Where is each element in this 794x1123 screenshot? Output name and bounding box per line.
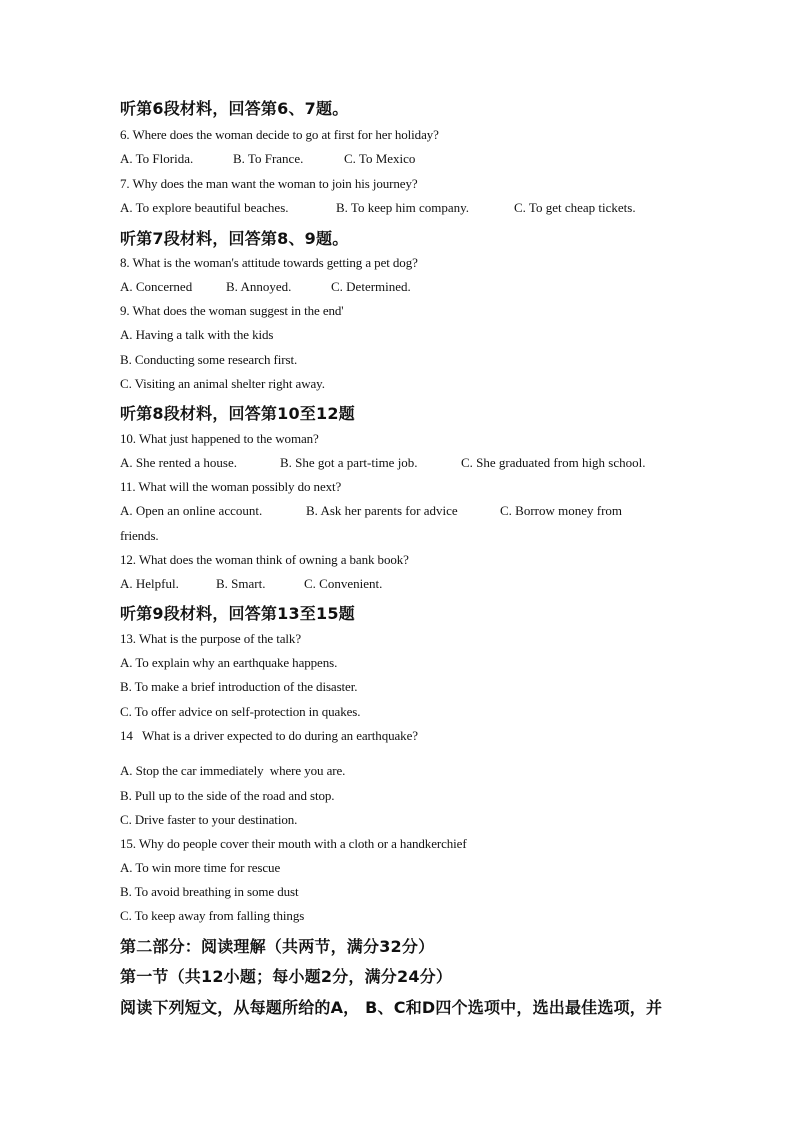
q8-option-a: A. Concerned <box>120 279 193 294</box>
section-8-header: 听第8段材料，回答第10至12题 <box>120 404 355 423</box>
q14-option-a: A. Stop the car immediately where you are. <box>120 763 346 778</box>
q8-option-c: C. Determined. <box>331 279 411 294</box>
question-7: 7. Why does the man want the woman to join his journey? <box>120 176 418 191</box>
q7-option-c: C. To get cheap tickets. <box>514 200 636 215</box>
question-9: 9. What does the woman suggest in the end' <box>120 303 344 318</box>
reading-instruction: 阅读下列短文，从每题所给的A， B、C和D四个选项中，选出最佳选项，并 <box>120 998 663 1017</box>
q6-option-c: C. To Mexico <box>344 151 416 166</box>
q6-option-a: A. To Florida. <box>120 151 194 166</box>
q14-option-c: C. Drive faster to your destination. <box>120 812 298 827</box>
q10-option-c: C. She graduated from high school. <box>461 455 646 470</box>
question-14: 14 What is a driver expected to do during an earthquake? <box>120 728 418 743</box>
question-11: 11. What will the woman possibly do next? <box>120 479 342 494</box>
question-13: 13. What is the purpose of the talk? <box>120 631 302 646</box>
q15-option-a: A. To win more time for rescue <box>120 860 281 875</box>
q12-option-a: A. Helpful. <box>120 576 179 591</box>
q11-option-c-continued: friends. <box>120 528 159 543</box>
q12-option-c: C. Convenient. <box>304 576 383 591</box>
question-8: 8. What is the woman's attitude towards getting a pet dog? <box>120 255 418 270</box>
question-12: 12. What does the woman think of owning a bank book? <box>120 552 409 567</box>
q11-option-b: B. Ask her parents for advice <box>306 503 458 518</box>
q7-option-a: A. To explore beautiful beaches. <box>120 200 289 215</box>
q7-option-b: B. To keep him company. <box>336 200 470 215</box>
section-7-header: 听第7段材料，回答第8、9题。 <box>120 229 349 248</box>
q9-option-c: C. Visiting an animal shelter right away. <box>120 376 325 391</box>
q13-option-a: A. To explain why an earthquake happens. <box>120 655 338 670</box>
q12-option-b: B. Smart. <box>216 576 266 591</box>
q13-option-c: C. To offer advice on self-protection in quakes. <box>120 704 361 719</box>
q14-option-b: B. Pull up to the side of the road and stop. <box>120 788 335 803</box>
section-1-header: 第一节（共12小题；每小题2分，满分24分） <box>120 967 453 986</box>
question-10: 10. What just happened to the woman? <box>120 431 319 446</box>
q13-option-b: B. To make a brief introduction of the disaster. <box>120 679 358 694</box>
q11-option-a: A. Open an online account. <box>120 503 263 518</box>
q9-option-a: A. Having a talk with the kids <box>120 327 274 342</box>
q15-option-c: C. To keep away from falling things <box>120 908 305 923</box>
question-15: 15. Why do people cover their mouth with a cloth or a handkerchief <box>120 836 467 851</box>
q11-option-c: C. Borrow money from <box>500 503 623 518</box>
part-2-header: 第二部分：阅读理解（共两节，满分32分） <box>120 937 435 956</box>
question-6: 6. Where does the woman decide to go at first for her holiday? <box>120 127 439 142</box>
q10-option-b: B. She got a part-time job. <box>280 455 418 470</box>
q10-option-a: A. She rented a house. <box>120 455 237 470</box>
section-9-header: 听第9段材料，回答第13至15题 <box>120 604 355 623</box>
q15-option-b: B. To avoid breathing in some dust <box>120 884 299 899</box>
section-6-header: 听第6段材料，回答第6、7题。 <box>120 99 349 118</box>
q9-option-b: B. Conducting some research first. <box>120 352 298 367</box>
q8-option-b: B. Annoyed. <box>226 279 292 294</box>
q6-option-b: B. To France. <box>233 151 304 166</box>
